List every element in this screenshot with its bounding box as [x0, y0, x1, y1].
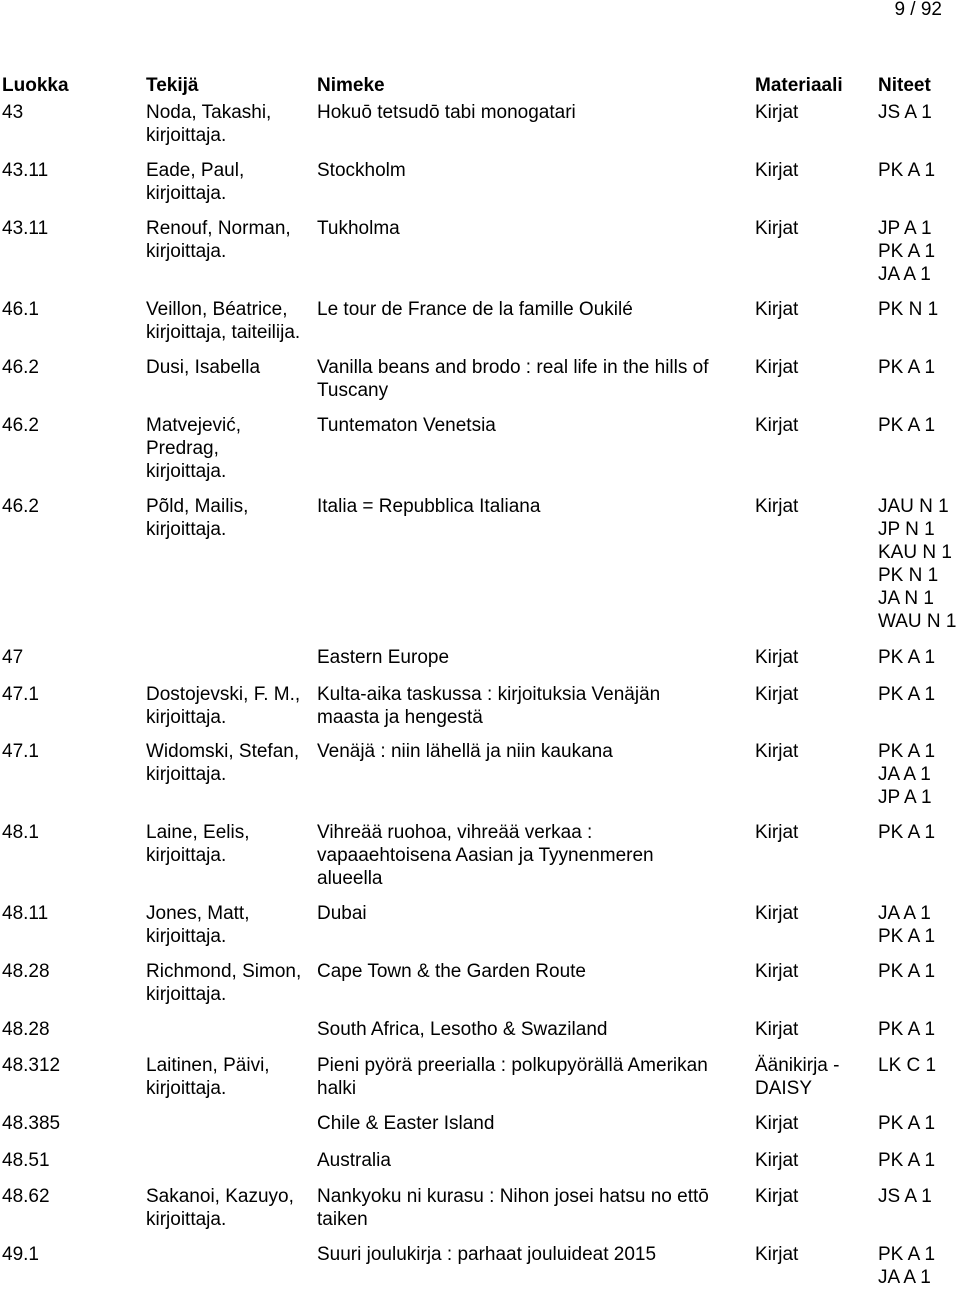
cell-niteet: PK A 1 — [878, 961, 936, 982]
cell-luokka: 46.1 — [2, 299, 39, 320]
cell-tekija: Põld, Mailis, kirjoittaja. — [146, 496, 249, 540]
cell-luokka: 48.28 — [2, 1019, 50, 1040]
cell-luokka: 48.385 — [2, 1113, 61, 1134]
cell-tekija: Renouf, Norman, kirjoittaja. — [146, 218, 291, 262]
cell-nimeke: Chile & Easter Island — [317, 1113, 495, 1134]
cell-nimeke: Italia = Repubblica Italiana — [317, 496, 541, 517]
cell-materiaali: Kirjat — [755, 1186, 799, 1207]
cell-nimeke: Le tour de France de la famille Oukilé — [317, 299, 633, 320]
cell-niteet: JS A 1 — [878, 102, 932, 123]
cell-luokka: 43.11 — [2, 160, 49, 181]
cell-niteet: PK A 1 — [878, 160, 936, 181]
cell-materiaali: Kirjat — [755, 684, 799, 705]
cell-tekija: Dusi, Isabella — [146, 357, 261, 378]
cell-materiaali: Kirjat — [755, 1019, 799, 1040]
cell-luokka: 43.11 — [2, 218, 49, 239]
header-luokka: Luokka — [2, 75, 69, 96]
cell-niteet: PK A 1 — [878, 415, 936, 436]
cell-niteet: JA A 1 PK A 1 — [878, 903, 936, 947]
cell-niteet: PK A 1 JA A 1 JP A 1 — [878, 741, 936, 808]
cell-tekija: Dostojevski, F. M., kirjoittaja. — [146, 684, 301, 728]
cell-luokka: 47.1 — [2, 684, 39, 705]
cell-niteet: PK A 1 — [878, 357, 936, 378]
header-materiaali: Materiaali — [755, 75, 843, 96]
cell-nimeke: Hokuō tetsudō tabi monogatari — [317, 102, 576, 123]
cell-materiaali: Kirjat — [755, 647, 799, 668]
cell-tekija: Widomski, Stefan, kirjoittaja. — [146, 741, 300, 785]
cell-nimeke: Tukholma — [317, 218, 400, 239]
cell-tekija: Laine, Eelis, kirjoittaja. — [146, 822, 250, 866]
cell-tekija: Richmond, Simon, kirjoittaja. — [146, 961, 302, 1005]
cell-niteet: JAU N 1 JP N 1 KAU N 1 PK N 1 JA N 1 WAU N 1 — [878, 496, 957, 632]
cell-materiaali: Kirjat — [755, 218, 799, 239]
cell-tekija: Veillon, Béatrice, kirjoittaja, taiteilija. — [146, 299, 301, 343]
cell-nimeke: Vihreää ruohoa, vihreää verkaa : vapaaehtoisena Aasian ja Tyynenmeren alueella — [317, 822, 654, 889]
cell-nimeke: Vanilla beans and brodo : real life in the hills of Tuscany — [317, 357, 709, 401]
cell-nimeke: Pieni pyörä preerialla : polkupyörällä Amerikan halki — [317, 1055, 708, 1099]
cell-luokka: 46.2 — [2, 415, 39, 436]
cell-materiaali: Kirjat — [755, 1244, 799, 1265]
cell-materiaali: Kirjat — [755, 822, 799, 843]
cell-niteet: PK A 1 — [878, 822, 936, 843]
cell-niteet: PK A 1 — [878, 1150, 936, 1171]
cell-materiaali: Äänikirja - DAISY — [755, 1055, 840, 1099]
cell-tekija: Noda, Takashi, kirjoittaja. — [146, 102, 272, 146]
cell-materiaali: Kirjat — [755, 741, 799, 762]
cell-niteet: PK A 1 JA A 1 — [878, 1244, 936, 1288]
cell-nimeke: Kulta-aika taskussa : kirjoituksia Venäjän maasta ja hengestä — [317, 684, 661, 728]
cell-materiaali: Kirjat — [755, 1150, 799, 1171]
header-niteet: Niteet — [878, 75, 931, 96]
cell-materiaali: Kirjat — [755, 961, 799, 982]
cell-tekija: Matvejević, Predrag, kirjoittaja. — [146, 415, 242, 482]
cell-luokka: 46.2 — [2, 496, 39, 517]
cell-nimeke: Tuntematon Venetsia — [317, 415, 496, 436]
cell-luokka: 47.1 — [2, 741, 39, 762]
cell-niteet: LK C 1 — [878, 1055, 937, 1076]
cell-materiaali: Kirjat — [755, 357, 799, 378]
header-nimeke: Nimeke — [317, 75, 385, 96]
cell-tekija: Jones, Matt, kirjoittaja. — [146, 903, 250, 947]
cell-niteet: JS A 1 — [878, 1186, 932, 1207]
cell-niteet: PK A 1 — [878, 647, 936, 668]
cell-nimeke: Venäjä : niin lähellä ja niin kaukana — [317, 741, 613, 762]
cell-materiaali: Kirjat — [755, 1113, 799, 1134]
cell-niteet: PK A 1 — [878, 684, 936, 705]
cell-luokka: 43 — [2, 102, 24, 123]
cell-luokka: 49.1 — [2, 1244, 39, 1265]
cell-materiaali: Kirjat — [755, 415, 799, 436]
cell-luokka: 48.51 — [2, 1150, 50, 1171]
cell-tekija: Sakanoi, Kazuyo, kirjoittaja. — [146, 1186, 294, 1230]
cell-nimeke: Nankyoku ni kurasu : Nihon josei hatsu no ettō taiken — [317, 1186, 709, 1230]
cell-luokka: 46.2 — [2, 357, 39, 378]
cell-luokka: 48.28 — [2, 961, 50, 982]
cell-nimeke: Suuri joulukirja : parhaat jouluideat 2015 — [317, 1244, 657, 1265]
header-tekija: Tekijä — [146, 75, 199, 96]
cell-nimeke: Dubai — [317, 903, 367, 924]
cell-niteet: PK A 1 — [878, 1019, 936, 1040]
cell-materiaali: Kirjat — [755, 903, 799, 924]
page-number: 9 / 92 — [894, 0, 942, 20]
cell-niteet: PK N 1 — [878, 299, 939, 320]
cell-tekija: Laitinen, Päivi, kirjoittaja. — [146, 1055, 270, 1099]
cell-tekija: Eade, Paul, kirjoittaja. — [146, 160, 245, 204]
cell-materiaali: Kirjat — [755, 160, 799, 181]
cell-luokka: 48.1 — [2, 822, 39, 843]
cell-nimeke: Australia — [317, 1150, 391, 1171]
cell-nimeke: Cape Town & the Garden Route — [317, 961, 586, 982]
cell-niteet: PK A 1 — [878, 1113, 936, 1134]
cell-materiaali: Kirjat — [755, 496, 799, 517]
cell-luokka: 47 — [2, 647, 24, 668]
cell-nimeke: Eastern Europe — [317, 647, 450, 668]
cell-niteet: JP A 1 PK A 1 JA A 1 — [878, 218, 936, 285]
cell-materiaali: Kirjat — [755, 102, 799, 123]
cell-nimeke: South Africa, Lesotho & Swaziland — [317, 1019, 608, 1040]
cell-materiaali: Kirjat — [755, 299, 799, 320]
cell-nimeke: Stockholm — [317, 160, 406, 181]
cell-luokka: 48.11 — [2, 903, 49, 924]
cell-luokka: 48.62 — [2, 1186, 50, 1207]
cell-luokka: 48.312 — [2, 1055, 61, 1076]
